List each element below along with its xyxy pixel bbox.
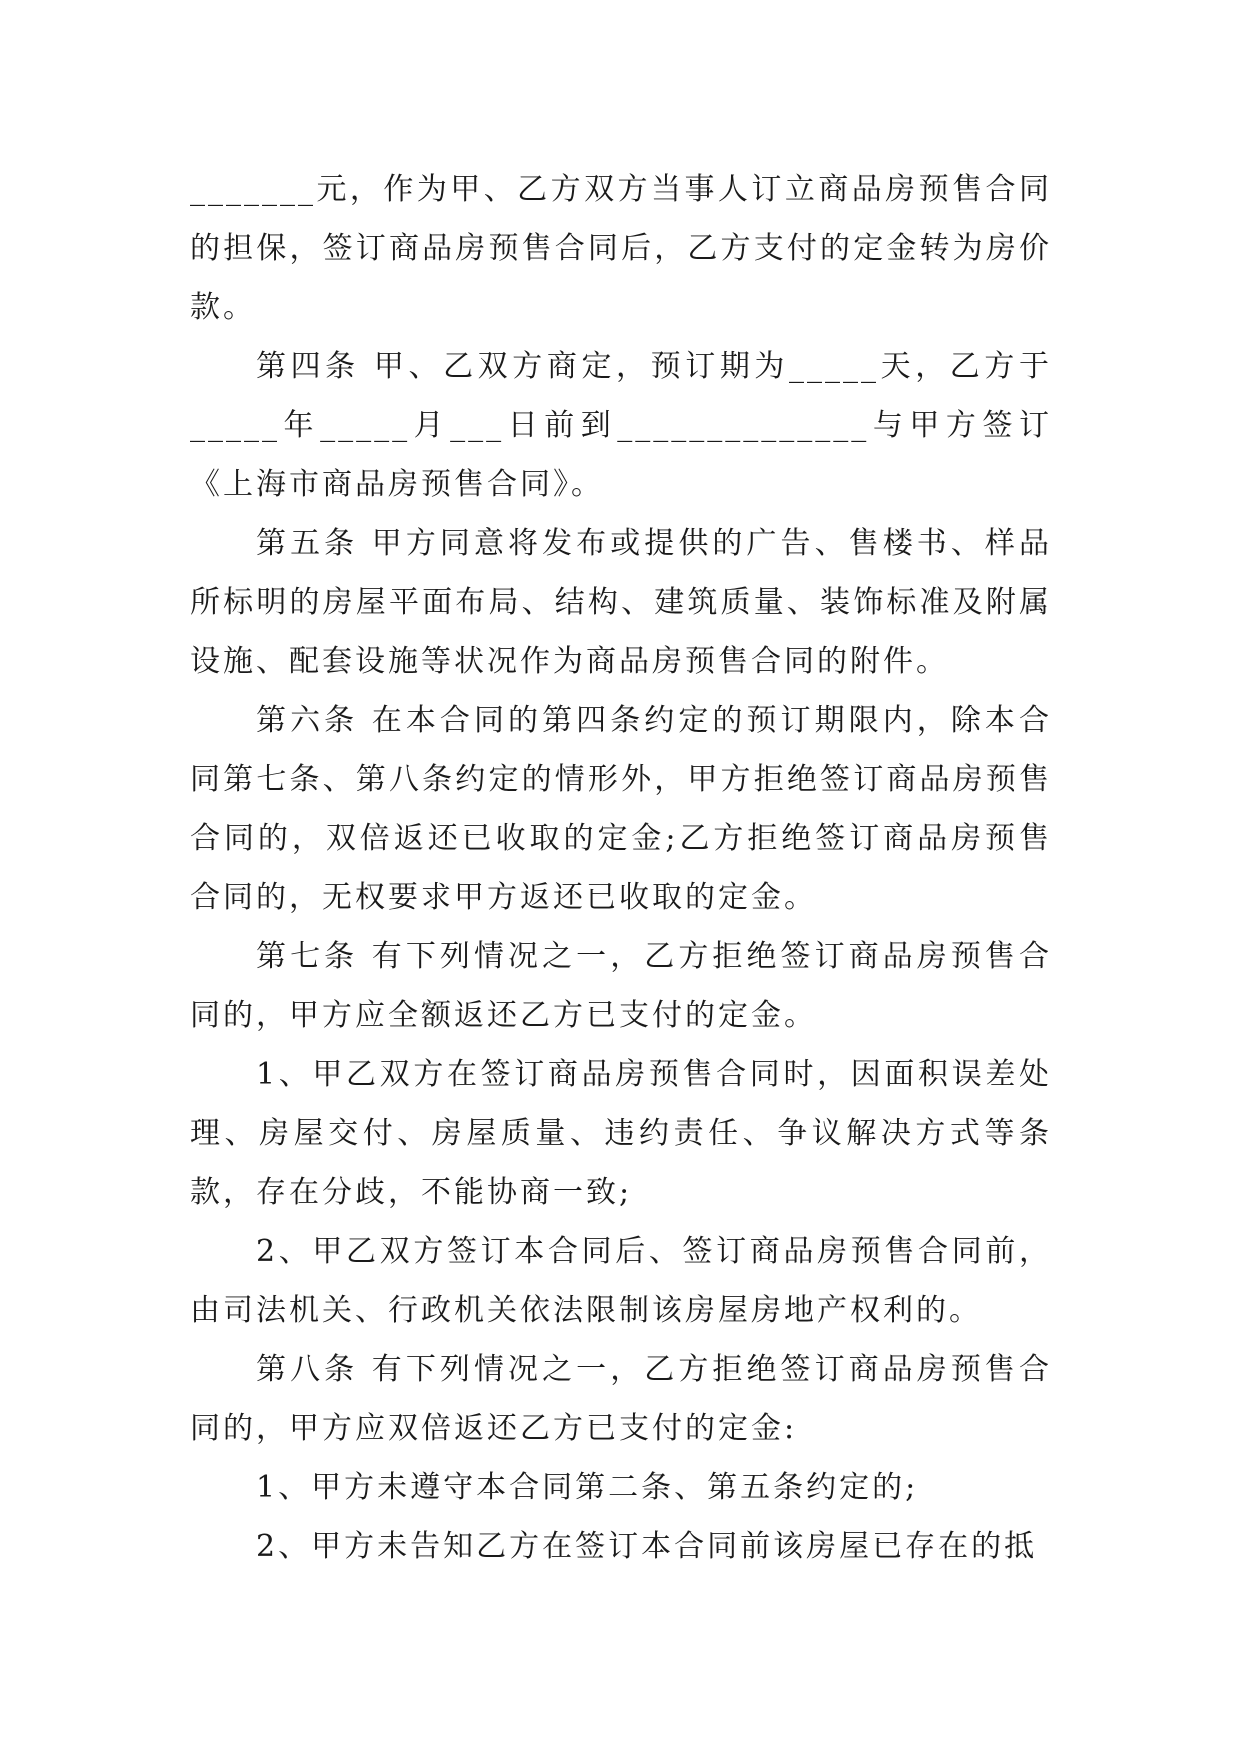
- paragraph-deposit-continuation: _______元，作为甲、乙方双方当事人订立商品房预售合同的担保，签订商品房预售合同后，乙方支付的定金转为房价款。: [190, 172, 1052, 325]
- paragraph-article-8: 第八条 有下列情况之一，乙方拒绝签订商品房预售合同的，甲方应双倍返还乙方已支付的定金:: [190, 1352, 1052, 1446]
- paragraph-article-8-item-1: 1、甲方未遵守本合同第二条、第五条约定的;: [256, 1470, 919, 1505]
- paragraph-article-5: 第五条 甲方同意将发布或提供的广告、售楼书、样品所标明的房屋平面布局、结构、建筑质量、装饰标准及附属设施、配套设施等状况作为商品房预售合同的附件。: [190, 526, 1052, 679]
- paragraph-article-7-item-2: 2、甲乙双方签订本合同后、签订商品房预售合同前，由司法机关、行政机关依法限制该房屋房地产权利的。: [190, 1234, 1052, 1328]
- paragraph-article-8-item-2: 2、甲方未告知乙方在签订本合同前该房屋已存在的抵: [256, 1529, 1038, 1564]
- document-body: [190, 160, 1052, 1576]
- paragraph-article-4: 第四条 甲、乙双方商定，预订期为_____天，乙方于_____年_____月___日前到______________与甲方签订《上海市商品房预售合同》。: [190, 349, 1052, 502]
- paragraph-article-7: 第七条 有下列情况之一，乙方拒绝签订商品房预售合同的，甲方应全额返还乙方已支付的定金。: [190, 939, 1052, 1033]
- paragraph-article-6: 第六条 在本合同的第四条约定的预订期限内，除本合同第七条、第八条约定的情形外，甲方拒绝签订商品房预售合同的，双倍返还已收取的定金;乙方拒绝签订商品房预售合同的，无权要求甲方返还已收取的定金。: [190, 703, 1052, 915]
- paragraph-article-7-item-1: 1、甲乙双方在签订商品房预售合同时，因面积误差处理、房屋交付、房屋质量、违约责任、争议解决方式等条款，存在分歧，不能协商一致;: [190, 1057, 1052, 1210]
